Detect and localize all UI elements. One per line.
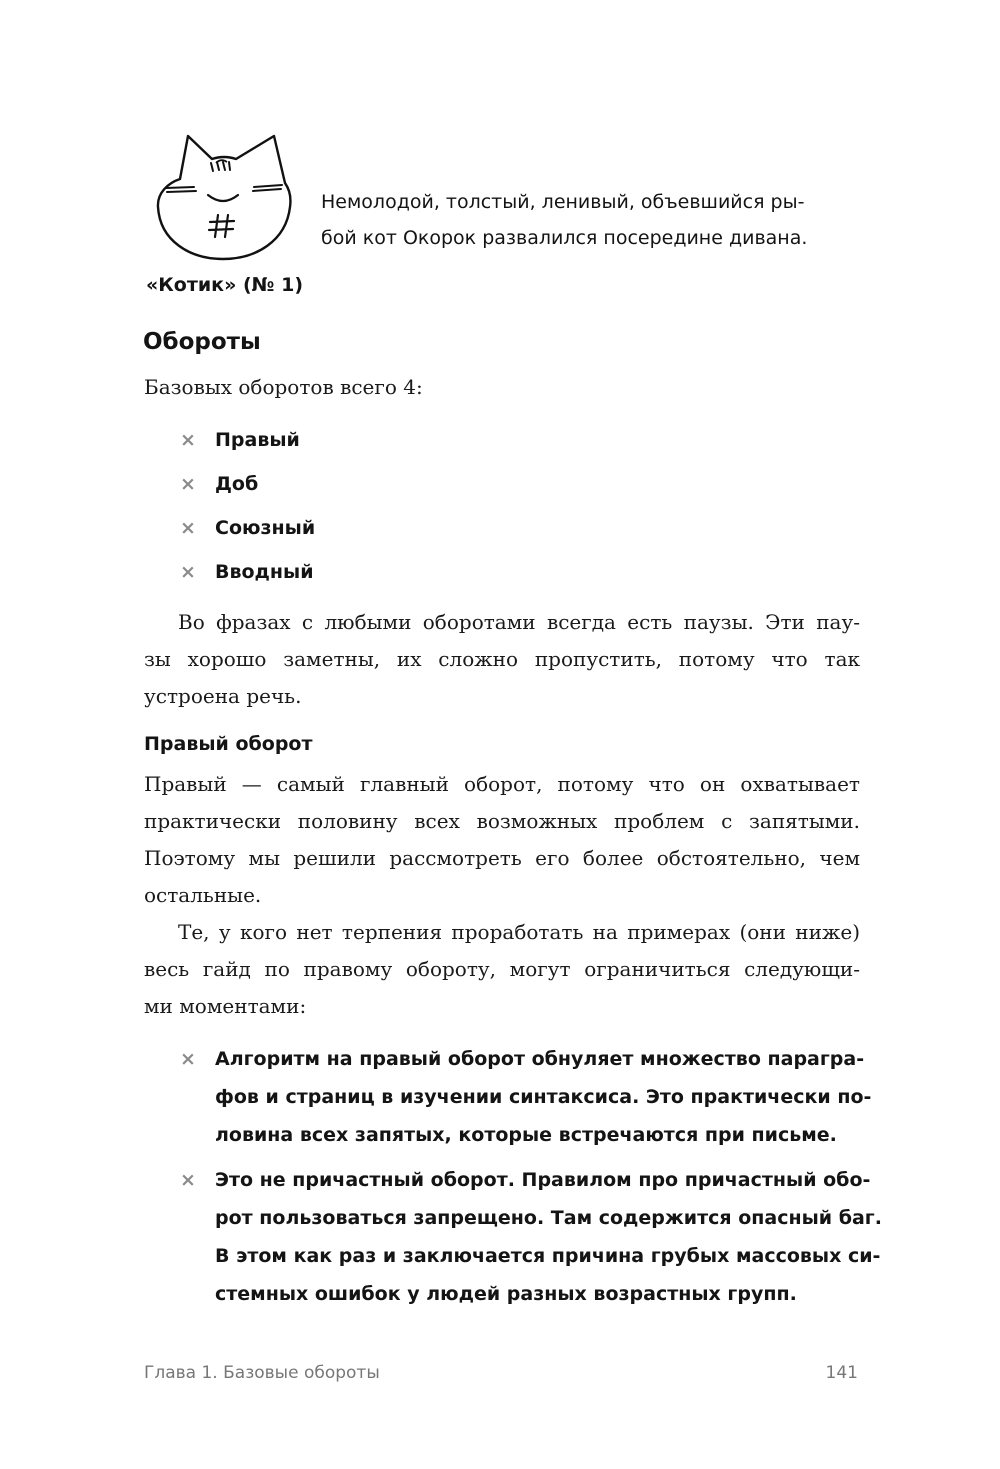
cross-bullet-icon: × bbox=[180, 473, 196, 495]
section-title: Обороты bbox=[143, 329, 261, 355]
paragraph-line: ми моментами: bbox=[144, 994, 307, 1018]
turn-types-list bbox=[180, 424, 315, 600]
example-quote bbox=[321, 184, 861, 256]
paragraph-line: зы хорошо заметны, их сложно пропустить, потому что так bbox=[144, 647, 860, 671]
quote-line: Немолодой, толстый, ленивый, объевшийся ры- bbox=[321, 191, 805, 213]
cross-bullet-icon: × bbox=[180, 429, 196, 451]
illustration-caption: «Котик» (№ 1) bbox=[146, 274, 304, 296]
subsection-title: Правый оборот bbox=[144, 733, 313, 755]
list-item bbox=[180, 424, 315, 468]
paragraph-line: Поэтому мы решили рассмотреть его более обстоятельно, чем bbox=[144, 846, 860, 870]
list-item-line: ловина всех запятых, которые встречаются при письме. bbox=[215, 1124, 837, 1146]
cat-face-icon bbox=[154, 133, 292, 263]
list-item-label: Доб bbox=[215, 473, 259, 495]
list-item bbox=[180, 468, 315, 512]
intro-text: Базовых оборотов всего 4: bbox=[144, 375, 423, 399]
paragraph-line: Те, у кого нет терпения проработать на примерах (они ниже) bbox=[178, 920, 860, 944]
key-points-list bbox=[180, 1040, 882, 1320]
paragraph-line: остальные. bbox=[144, 883, 262, 907]
list-item-label: Союзный bbox=[215, 517, 316, 539]
list-item bbox=[180, 556, 315, 600]
quote-line: бой кот Окорок развалился посередине дивана. bbox=[321, 227, 808, 249]
list-item-line: стемных ошибок у людей разных возрастных групп. bbox=[215, 1283, 797, 1305]
list-item-line: Это не причастный оборот. Правилом про причастный обо- bbox=[215, 1169, 871, 1191]
list-item bbox=[180, 1161, 882, 1313]
list-item-line: Алгоритм на правый оборот обнуляет множество парагра- bbox=[215, 1048, 865, 1070]
cross-bullet-icon: × bbox=[180, 561, 196, 583]
paragraph-line: весь гайд по правому обороту, могут ограничиться следующи- bbox=[144, 957, 860, 981]
list-item-label: Правый bbox=[215, 429, 300, 451]
page-number: 141 bbox=[825, 1363, 858, 1383]
running-footer-chapter: Глава 1. Базовые обороты bbox=[144, 1363, 380, 1383]
paragraph-line: Во фразах с любыми оборотами всегда есть паузы. Эти пау- bbox=[178, 610, 860, 634]
paragraph-line: Правый — самый главный оборот, потому что он охватывает bbox=[144, 772, 860, 796]
impatient-paragraph bbox=[144, 914, 860, 1025]
pauses-paragraph bbox=[144, 604, 860, 715]
list-item-line: фов и страниц в изучении синтаксиса. Это практически по- bbox=[215, 1086, 872, 1108]
list-item-line: В этом как раз и заключается причина грубых массовых си- bbox=[215, 1245, 881, 1267]
list-item-label: Вводный bbox=[215, 561, 314, 583]
list-item bbox=[180, 1040, 872, 1154]
cross-bullet-icon: × bbox=[180, 1169, 196, 1191]
list-item-line: рот пользоваться запрещено. Там содержится опасный баг. bbox=[215, 1207, 882, 1229]
list-item bbox=[180, 512, 315, 556]
paragraph-line: устроена речь. bbox=[144, 684, 302, 708]
paragraph-line: практически половину всех возможных проблем с запятыми. bbox=[144, 809, 860, 833]
cross-bullet-icon: × bbox=[180, 1048, 196, 1070]
cross-bullet-icon: × bbox=[180, 517, 196, 539]
right-turn-paragraph bbox=[144, 766, 860, 914]
